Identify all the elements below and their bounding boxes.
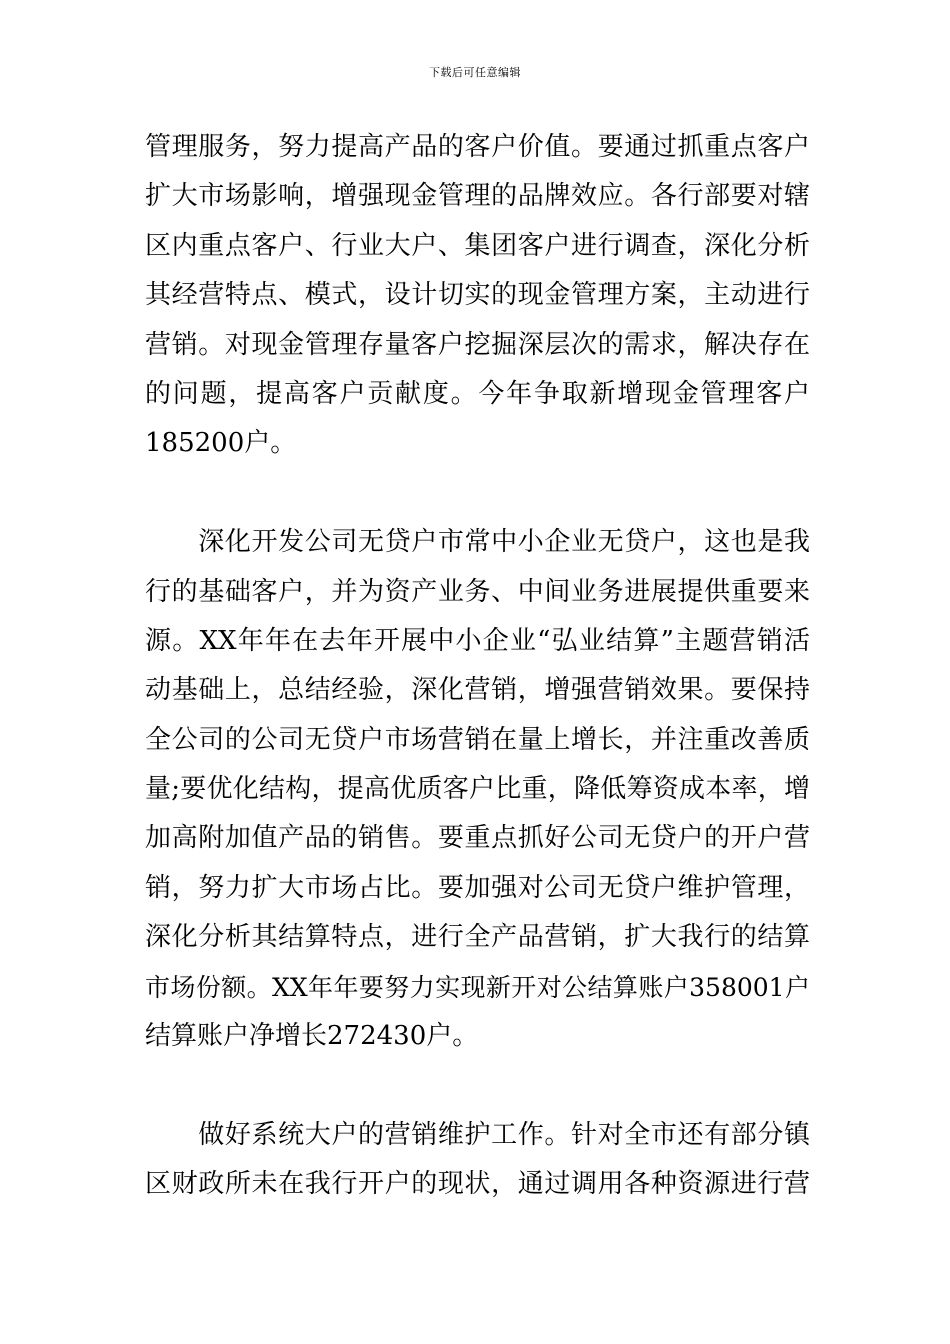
text-line: 源。XX年年在去年开展中小企业“弘业结算”主题营销活	[145, 625, 810, 656]
text-line: 185200户。	[145, 428, 297, 459]
paragraph-gap	[145, 469, 810, 518]
text-line: 结算账户净增长272430户。	[145, 1021, 479, 1052]
text-line: 区财政所未在我行开户的现状，通过调用各种资源进行营	[145, 1169, 810, 1200]
text-line: 营销。对现金管理存量客户挖掘深层次的需求，解决存在	[145, 329, 810, 360]
text-line: 动基础上，总结经验，深化营销，增强营销效果。要保持	[145, 675, 810, 706]
paragraph-1	[145, 123, 810, 469]
text-line: 深化分析其结算特点，进行全产品营销，扩大我行的结算	[145, 922, 810, 953]
text-line: 加高附加值产品的销售。要重点抓好公司无贷户的开户营	[145, 823, 810, 854]
text-line: 量;要优化结构，提高优质客户比重，降低筹资成本率，增	[145, 774, 810, 805]
text-line: 扩大市场影响，增强现金管理的品牌效应。各行部要对辖	[145, 181, 810, 212]
paragraph-3	[145, 1111, 810, 1210]
paragraph-2	[145, 518, 810, 1061]
text-line: 深化开发公司无贷户市常中小企业无贷户，这也是我	[145, 527, 810, 558]
text-line: 行的基础客户，并为资产业务、中间业务进展提供重要来	[145, 576, 810, 607]
text-line: 销，努力扩大市场占比。要加强对公司无贷户维护管理，	[145, 872, 810, 903]
text-line: 区内重点客户、行业大户、集团客户进行调查，深化分析	[145, 230, 810, 261]
text-line: 的问题，提高客户贡献度。今年争取新增现金管理客户	[145, 378, 810, 409]
document-body	[145, 123, 810, 1210]
text-line: 其经营特点、模式，设计切实的现金管理方案，主动进行	[145, 280, 810, 311]
text-line: 管理服务，努力提高产品的客户价值。要通过抓重点客户	[145, 132, 810, 162]
text-line: 做好系统大户的营销维护工作。针对全市还有部分镇	[145, 1119, 810, 1150]
paragraph-gap	[145, 1061, 810, 1110]
page-header: 下载后可任意编辑	[429, 66, 521, 79]
text-line: 市场份额。XX年年要努力实现新开对公结算账户358001户	[145, 972, 810, 1002]
text-line: 全公司的公司无贷户市场营销在量上增长，并注重改善质	[145, 724, 810, 755]
